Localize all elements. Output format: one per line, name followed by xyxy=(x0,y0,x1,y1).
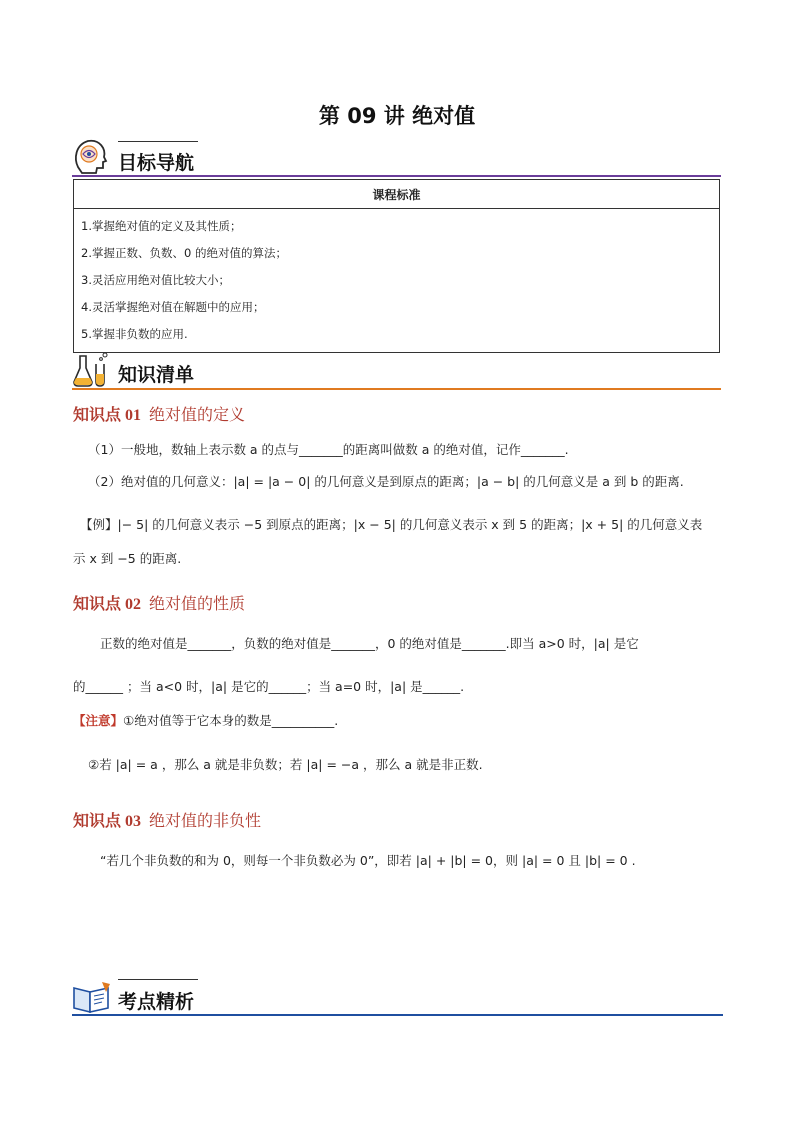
knowledge-point-title: 绝对值的定义 xyxy=(149,407,246,424)
kp2-note-line-2: ②若 |a| = a ，那么 a 就是非负数；若 |a| = −a ，那么 a 就是非正数. xyxy=(88,757,483,772)
knowledge-point-01-heading xyxy=(73,402,245,425)
section-title-goals: 目标导航 xyxy=(118,152,195,174)
standards-list xyxy=(74,209,720,353)
section-rule-knowledge xyxy=(72,388,721,390)
kp2-property-line-1: 正数的绝对值是_______，负数的绝对值是_______，0 的绝对值是_______.即当 a>0 时，|a| 是它 xyxy=(100,636,639,651)
list-item: 2.掌握正数、负数、0 的绝对值的算法； xyxy=(81,246,287,260)
section-title-analysis: 考点精析 xyxy=(118,991,195,1013)
kp2-note-line-1 xyxy=(73,711,338,729)
kp1-geometry-line: （2）绝对值的几何意义：|a| = |a − 0| 的几何意义是到原点的距离；|a − b| 的几何意义是 a 到 b 的距离. xyxy=(88,474,684,489)
section-underline-top xyxy=(118,979,198,980)
section-rule-analysis xyxy=(72,1014,723,1016)
kp1-example-line-1: 【例】|− 5| 的几何意义表示 −5 到原点的距离；|x − 5| 的几何意义表示 x 到 5 的距离；|x + 5| 的几何意义表 xyxy=(80,517,703,532)
section-title-knowledge: 知识清单 xyxy=(118,364,195,386)
kp2-property-line-2: 的______ ；当 a<0 时，|a| 是它的______；当 a=0 时，|a| 是______. xyxy=(73,679,465,694)
section-rule-goals xyxy=(72,175,721,177)
list-item: 3.灵活应用绝对值比较大小； xyxy=(81,273,230,287)
open-book-icon xyxy=(72,980,112,1014)
note-tag: 【注意】 xyxy=(73,713,124,728)
list-item: 4.灵活掌握绝对值在解题中的应用； xyxy=(81,300,265,314)
kp1-definition-line: （1）一般地，数轴上表示数 a 的点与_______的距离叫做数 a 的绝对值，记作_______. xyxy=(88,442,569,457)
section-underline-top xyxy=(118,352,198,353)
list-item: 5.掌握非负数的应用. xyxy=(81,327,188,341)
knowledge-point-title: 绝对值的性质 xyxy=(149,596,246,613)
knowledge-point-label: 知识点 01 xyxy=(73,407,142,424)
kp3-nonnegative-line: “若几个非负数的和为 0，则每一个非负数必为 0”，即若 |a| + |b| = 0，则 |a| = 0 且 |b| = 0 . xyxy=(100,853,636,868)
knowledge-point-label: 知识点 02 xyxy=(73,596,142,613)
knowledge-point-02-heading xyxy=(73,591,245,614)
kp1-example-line-2: 示 x 到 −5 的距离. xyxy=(73,551,182,566)
brain-head-icon xyxy=(72,137,108,175)
course-standards-table xyxy=(73,179,720,353)
knowledge-point-label: 知识点 03 xyxy=(73,813,142,830)
list-item: 1.掌握绝对值的定义及其性质； xyxy=(81,219,242,233)
table-header: 课程标准 xyxy=(74,180,720,209)
note-text: ①绝对值等于它本身的数是__________. xyxy=(123,713,339,728)
section-underline-top xyxy=(118,141,198,142)
knowledge-point-03-heading xyxy=(73,808,261,831)
knowledge-point-title: 绝对值的非负性 xyxy=(149,813,262,830)
chemistry-flask-icon xyxy=(72,350,110,388)
page-title: 第 09 讲 绝对值 xyxy=(318,104,476,128)
